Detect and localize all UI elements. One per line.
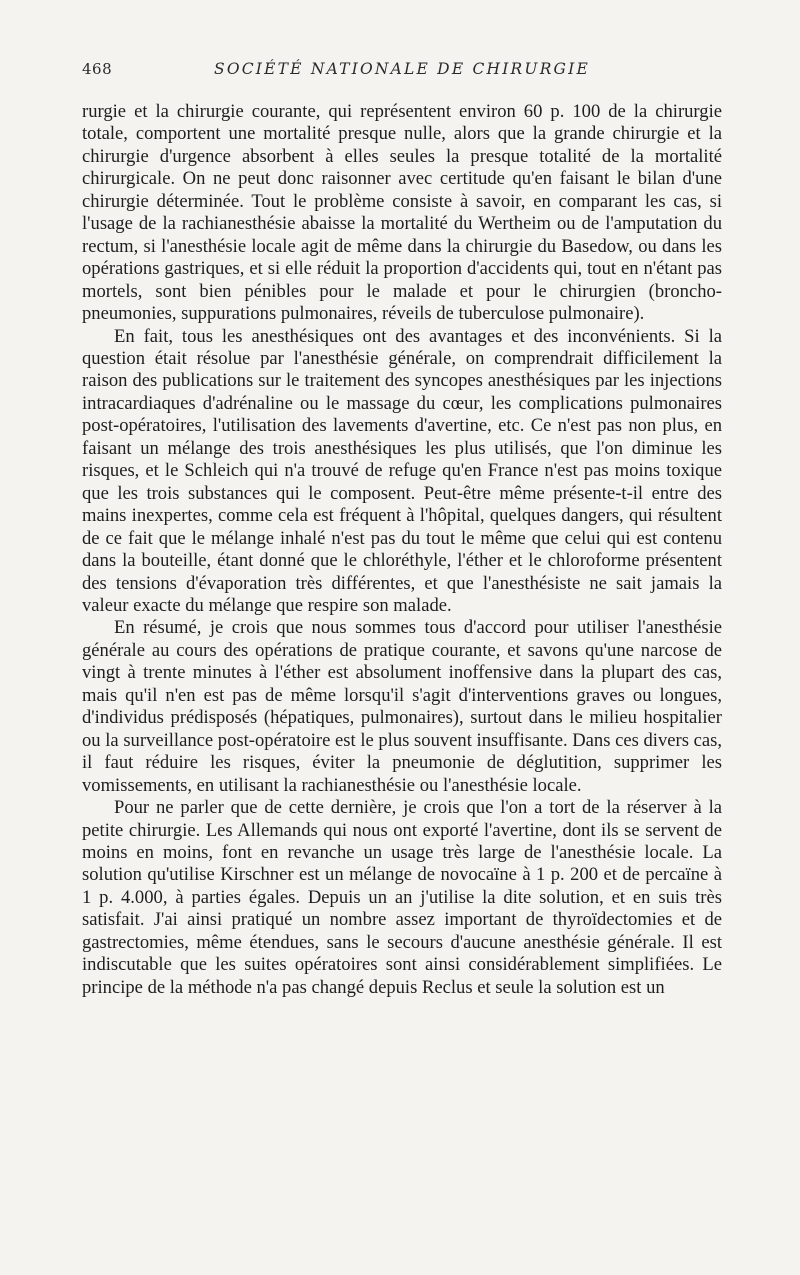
page-number: 468: [82, 60, 113, 78]
running-header: [82, 60, 722, 84]
paragraph-anesthetics: En fait, tous les anesthésiques ont des avantages et des inconvénients. Si la question était résolue par l'anesthésie générale, on comprendrait difficilement la raison des publications sur le traitement des syncopes anesthésiques par les injections intracardiaques d'adrénaline ou le massage du cœur, les complications pulmonaires post-opératoires, l'utilisation des lavements d'avertine, etc. Ce n'est pas non plus, en faisant un mélange des trois anesthésiques les plus utilisés, que l'on diminue les risques, et le Schleich qui n'a trouvé de refuge qu'en France n'est pas moins toxique que les trois substances qui le composent. Peut-être même présente-t-il entre des mains inexpertes, comme cela est fréquent à l'hôpital, quelques dangers, qui résultent de ce fait que le mélange inhalé n'est pas du tout le même que celui qui est contenu dans la bouteille, étant donné que le chloréthyle, l'éther et le chloroforme présentent des tensions d'évaporation très différentes, et que l'anesthésiste ne sait jamais la valeur exacte du mélange que respire son malade.: [82, 325, 722, 616]
running-title: SOCIÉTÉ NATIONALE DE CHIRURGIE: [214, 60, 590, 78]
paragraph-local-anesthesia: Pour ne parler que de cette dernière, je crois que l'on a tort de la réserver à la petite chirurgie. Les Allemands qui nous ont exporté l'avertine, dont ils se servent de moins en moins, font en revanche un usage très large de l'anesthésie locale. La solution qu'utilise Kirschner est un mélange de novocaïne à 1 p. 200 et de percaïne à 1 p. 4.000, à parties égales. Depuis un an j'utilise la dite solution, et en suis très satisfait. J'ai ainsi pratiqué un nombre assez important de thyroïdectomies et de gastrectomies, même étendues, sans le secours d'aucune anesthésie générale. Il est indiscutable que les suites opératoires sont ainsi considérablement simplifiées. Le principe de la méthode n'a pas changé depuis Reclus et seule la solution est un: [82, 797, 722, 998]
paragraph-summary: En résumé, je crois que nous sommes tous d'accord pour utiliser l'anesthésie générale au cours des opérations de pratique courante, et savons qu'une narcose de vingt à trente minutes à l'éther est absolument inoffensive dans la plupart des cas, mais qu'il n'en est pas de même lorsqu'il s'agit d'interventions graves ou longues, d'individus prédisposés (hépatiques, pulmonaires), surtout dans le milieu hospitalier ou la surveillance post-opératoire est le plus souvent insuffisante. Dans ces divers cas, il faut réduire les risques, éviter la pneumonie de déglutition, supprimer les vomissements, en utilisant la rachianesthésie ou l'anesthésie locale.: [82, 617, 722, 796]
body-text: [82, 101, 722, 999]
paragraph-continued: rurgie et la chirurgie courante, qui représentent environ 60 p. 100 de la chirurgie totale, comportent une mortalité presque nulle, alors que la grande chirurgie et la chirurgie d'urgence absorbent à elles seules la presque totalité de la mortalité chirurgicale. On ne peut donc raisonner avec certitude qu'en faisant le bilan d'une chirurgie déterminée. Tout le problème consiste à savoir, en comparant les cas, si l'usage de la rachianesthésie abaisse la mortalité du Wertheim ou de l'amputation du rectum, si l'anesthésie locale agit de même dans la chirurgie du Basedow, ou dans les opérations gastriques, et si elle réduit la proportion d'accidents qui, tout en n'étant pas mortels, sont bien pénibles pour le malade et pour le chirurgien (broncho-pneumonies, suppurations pulmonaires, réveils de tuberculose pulmonaire).: [82, 101, 722, 325]
